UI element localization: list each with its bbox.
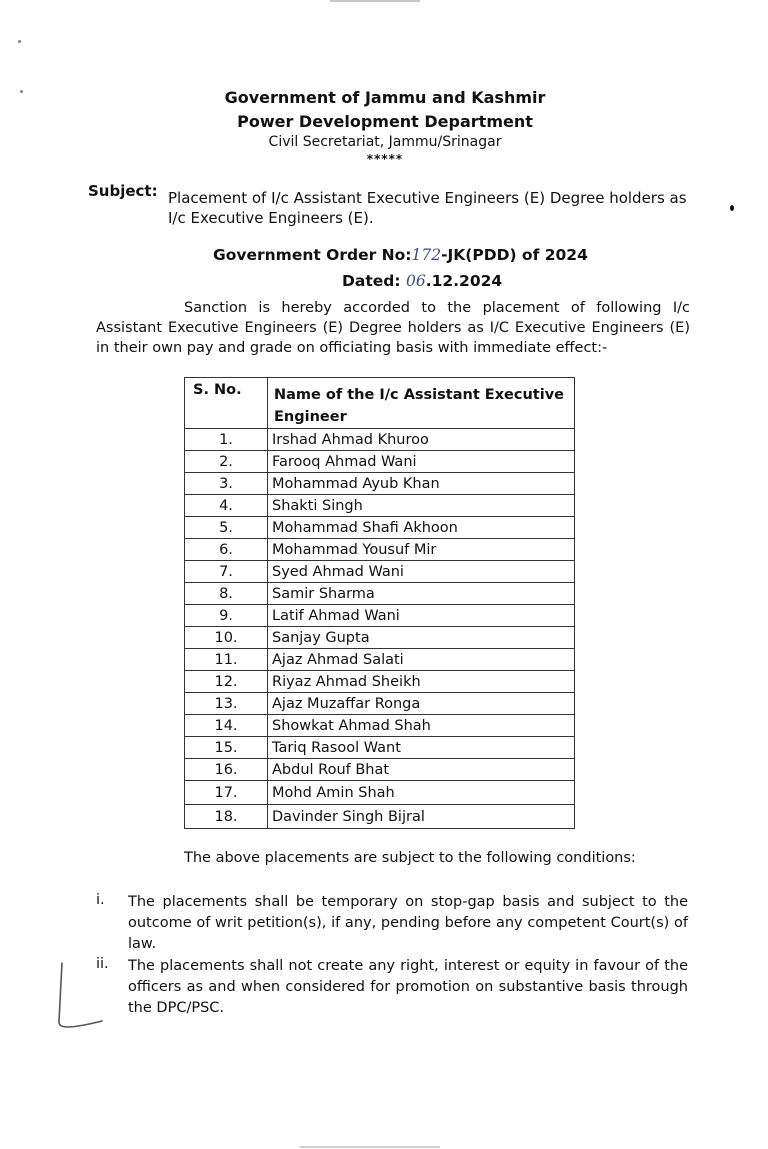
ink-dot [730,205,734,211]
table-row [185,517,575,539]
officer-name-cell: Davinder Singh Bijral [268,805,575,829]
officer-name-cell: Ajaz Ahmad Salati [268,649,575,671]
serial-number-cell: 11. [185,649,268,671]
table-row [185,737,575,759]
officer-name-cell: Syed Ahmad Wani [268,561,575,583]
officer-name-cell: Tariq Rasool Want [268,737,575,759]
serial-number-cell: 9. [185,605,268,627]
table-row [185,561,575,583]
table-row [185,759,575,781]
officer-name-cell: Samir Sharma [268,583,575,605]
officer-name-cell: Riyaz Ahmad Sheikh [268,671,575,693]
serial-number-cell: 1. [185,429,268,451]
government-title: Government of Jammu and Kashmir [224,88,546,107]
officer-name-cell: Mohammad Shafi Akhoon [268,517,575,539]
serial-number-cell: 17. [185,781,268,805]
order-prefix: Government Order No: [213,246,412,264]
table-row [185,429,575,451]
serial-number-cell: 7. [185,561,268,583]
order-date-line [342,272,502,290]
date-rest: .12.2024 [425,272,503,290]
officer-name-cell: Latif Ahmad Wani [268,605,575,627]
serial-number-cell: 12. [185,671,268,693]
table-row [185,805,575,829]
serial-number-cell: 5. [185,517,268,539]
officers-table [184,377,575,829]
date-day-handwritten: 06 [405,272,426,290]
condition-text: The placements shall not create any right, interest or equity in favour of the officers as and when considered for promotion on substantive basis through the DPC/PSC. [128,958,688,1016]
officer-name-cell: Mohammad Yousuf Mir [268,539,575,561]
order-suffix: -JK(PDD) of 2024 [441,246,588,264]
scan-edge-bottom [300,1146,440,1148]
condition-text: The placements shall be temporary on stop-gap basis and subject to the outcome of writ petition(s), if any, pending before any competent Court(s) of law. [128,894,688,952]
table-header-row [185,378,575,429]
officer-name-cell: Farooq Ahmad Wani [268,451,575,473]
conditions-intro: The above placements are subject to the following conditions: [184,850,636,866]
officer-name-cell: Abdul Rouf Bhat [268,759,575,781]
table-row [185,627,575,649]
serial-number-cell: 13. [185,693,268,715]
officer-name-cell: Mohammad Ayub Khan [268,473,575,495]
subject-label: Subject: [88,182,158,200]
order-number-handwritten: 172 [411,246,442,264]
table-row [185,605,575,627]
table-row [185,671,575,693]
table-row [185,715,575,737]
serial-number-cell: 18. [185,805,268,829]
serial-number-cell: 6. [185,539,268,561]
officer-name-cell: Ajaz Muzaffar Ronga [268,693,575,715]
officer-name-cell: Shakti Singh [268,495,575,517]
scan-speck [18,40,21,43]
serial-number-cell: 2. [185,451,268,473]
serial-number-cell: 4. [185,495,268,517]
officer-name-cell: Sanjay Gupta [268,627,575,649]
serial-number-cell: 3. [185,473,268,495]
table-row [185,693,575,715]
serial-number-cell: 14. [185,715,268,737]
header-name: Name of the I/c Assistant Executive Engineer [268,378,575,429]
serial-number-cell: 15. [185,737,268,759]
header-sno: S. No. [185,378,268,429]
table-row [185,583,575,605]
table-row [185,649,575,671]
dated-label: Dated: [342,272,401,290]
condition-number: i. [96,892,105,908]
table-row [185,495,575,517]
condition-number: ii. [96,956,109,972]
header-stars: ***** [366,152,404,166]
sanction-text: Sanction is hereby accorded to the placement of following I/c Assistant Executive Engineers (E) Degree holders as I/C Executive Engineers (E) in their own pay and grade on officiating basis with immediate effect:- [96,300,690,356]
sanction-paragraph [96,298,690,358]
serial-number-cell: 8. [185,583,268,605]
table-row [185,781,575,805]
scan-edge-top [330,0,420,2]
secretariat-line: Civil Secretariat, Jammu/Srinagar [268,134,502,150]
department-title: Power Development Department [237,112,533,131]
table-row [185,451,575,473]
handwritten-margin-mark [40,955,110,1035]
serial-number-cell: 16. [185,759,268,781]
officer-name-cell: Showkat Ahmad Shah [268,715,575,737]
serial-number-cell: 10. [185,627,268,649]
officer-name-cell: Irshad Ahmad Khuroo [268,429,575,451]
table-row [185,473,575,495]
subject-text: Placement of I/c Assistant Executive Engineers (E) Degree holders as I/c Executive Engineers (E). [168,189,687,227]
table-row [185,539,575,561]
order-number-line [213,246,588,264]
officer-name-cell: Mohd Amin Shah [268,781,575,805]
